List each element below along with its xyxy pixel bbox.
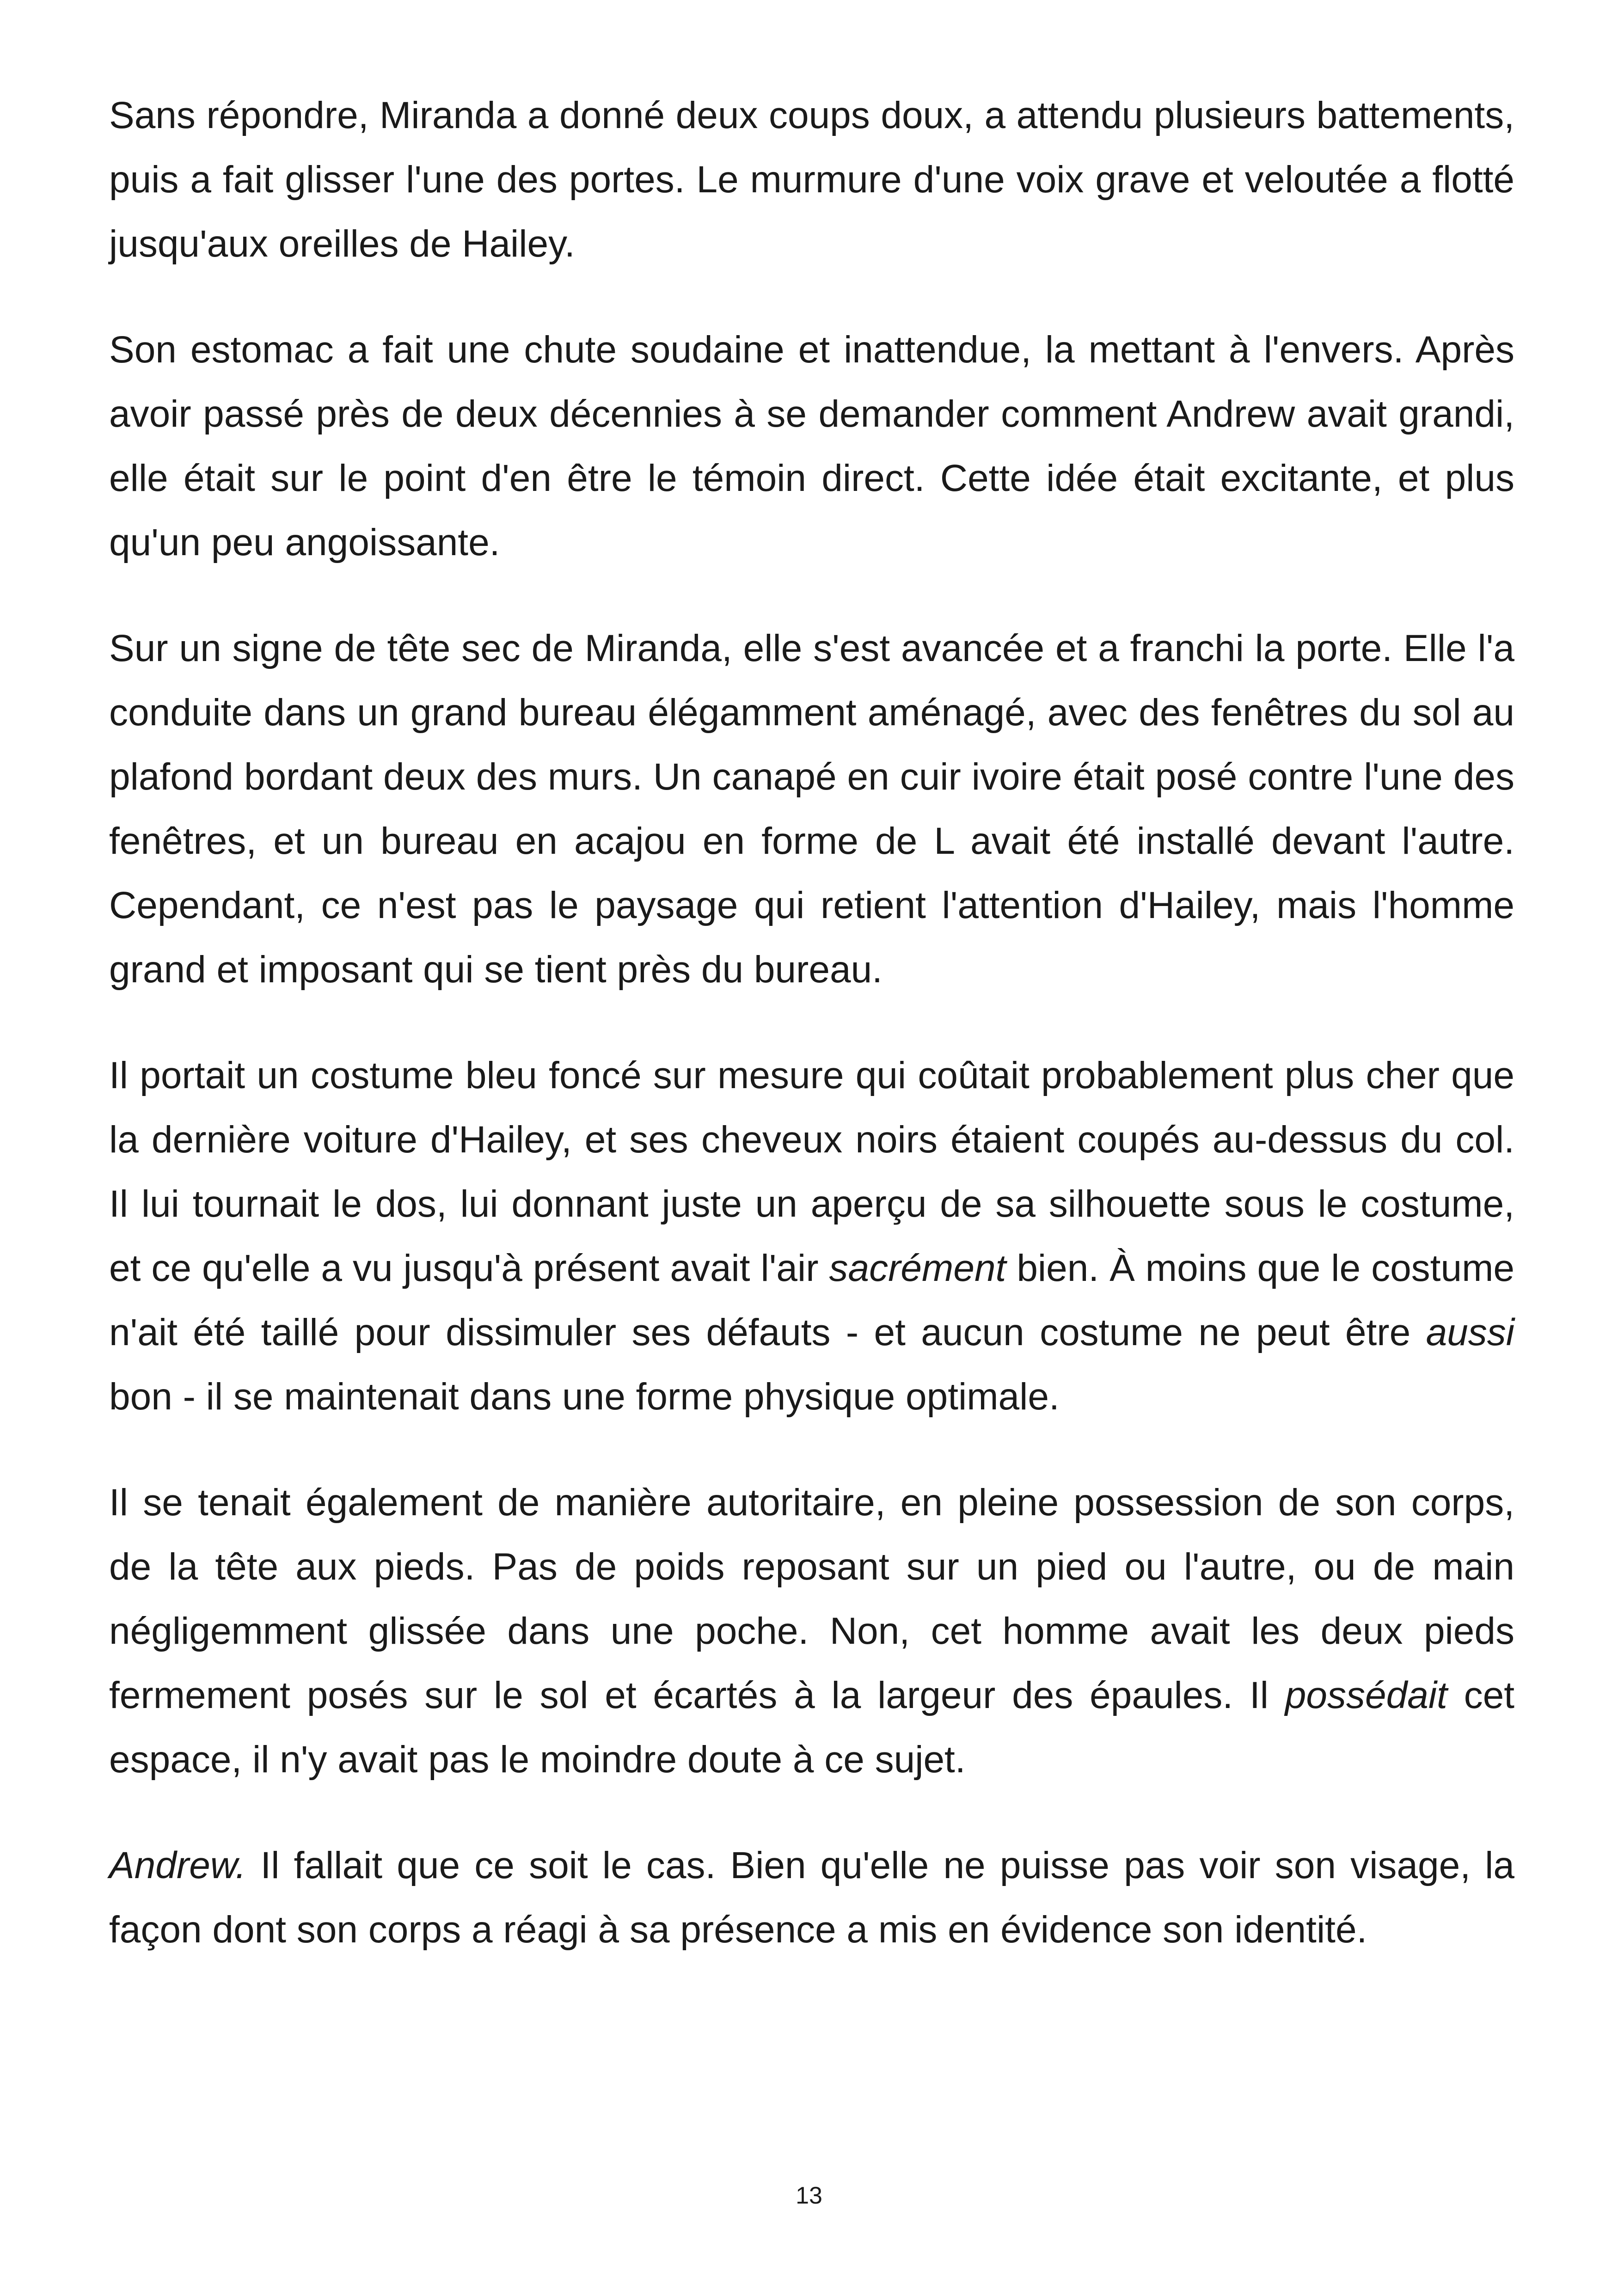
paragraph-text: bien. À moins que le costume n'ait été taillé pour dissimuler ses défauts - et aucun costume ne peut être xyxy=(109,1247,1514,1353)
paragraph-text: Il fallait que ce soit le cas. Bien qu'elle ne puisse pas voir son visage, la façon dont son corps a réagi à sa présence a mis en évidence son identité. xyxy=(109,1844,1514,1951)
page-body xyxy=(109,83,1514,2003)
paragraph-text: Sans répondre, Miranda a donné deux coups doux, a attendu plusieurs battements, puis a fait glisser l'une des portes. Le murmure d'une voix grave et veloutée a flotté jusqu'aux oreilles de Hailey. xyxy=(109,94,1514,265)
emphasis-text: sacrément xyxy=(829,1247,1006,1289)
paragraph-6 xyxy=(109,1833,1514,1962)
paragraph-text: Sur un signe de tête sec de Miranda, elle s'est avancée et a franchi la porte. Elle l'a conduite dans un grand bureau élégamment aménagé, avec des fenêtres du sol au plafond bordant deux des murs. Un canapé en cuir ivoire était posé contre l'une des fenêtres, et un bureau en acajou en forme de L avait été installé devant l'autre. Cependant, ce n'est pas le paysage qui retient l'attention d'Hailey, mais l'homme grand et imposant qui se tient près du bureau. xyxy=(109,627,1514,991)
paragraph-text: cet espace, il n'y avait pas le moindre doute à ce sujet. xyxy=(109,1674,1515,1781)
paragraph-1 xyxy=(109,83,1514,276)
paragraph-3 xyxy=(109,616,1514,1002)
paragraph-text: Il portait un costume bleu foncé sur mesure qui coûtait probablement plus cher que la dernière voiture d'Hailey, et ses cheveux noirs étaient coupés au-dessus du col. Il lui tournait le dos, lui donnant juste un aperçu de sa silhouette sous le costume, et ce qu'elle a vu jusqu'à présent avait l'air xyxy=(109,1054,1514,1289)
page-number: 13 xyxy=(796,2182,822,2209)
emphasis-text: aussi xyxy=(1426,1311,1514,1353)
paragraph-text: Son estomac a fait une chute soudaine et inattendue, la mettant à l'envers. Après avoir passé près de deux décennies à se demander comment Andrew avait grandi, elle était sur le point d'en être le témoin direct. Cette idée était excitante, et plus qu'un peu angoissante. xyxy=(109,329,1514,563)
emphasis-text: possédait xyxy=(1285,1674,1447,1716)
paragraph-2 xyxy=(109,318,1514,575)
paragraph-text: bon - il se maintenait dans une forme physique optimale. xyxy=(109,1376,1060,1418)
paragraph-4 xyxy=(109,1043,1514,1429)
paragraph-text: Il se tenait également de manière autoritaire, en pleine possession de son corps, de la tête aux pieds. Pas de poids reposant sur un pied ou l'autre, ou de main négligemment glissée dans une poche. Non, cet homme avait les deux pieds fermement posés sur le sol et écartés à la largeur des épaules. Il xyxy=(109,1482,1514,1716)
emphasis-text: Andrew. xyxy=(109,1844,246,1886)
paragraph-5 xyxy=(109,1470,1514,1792)
